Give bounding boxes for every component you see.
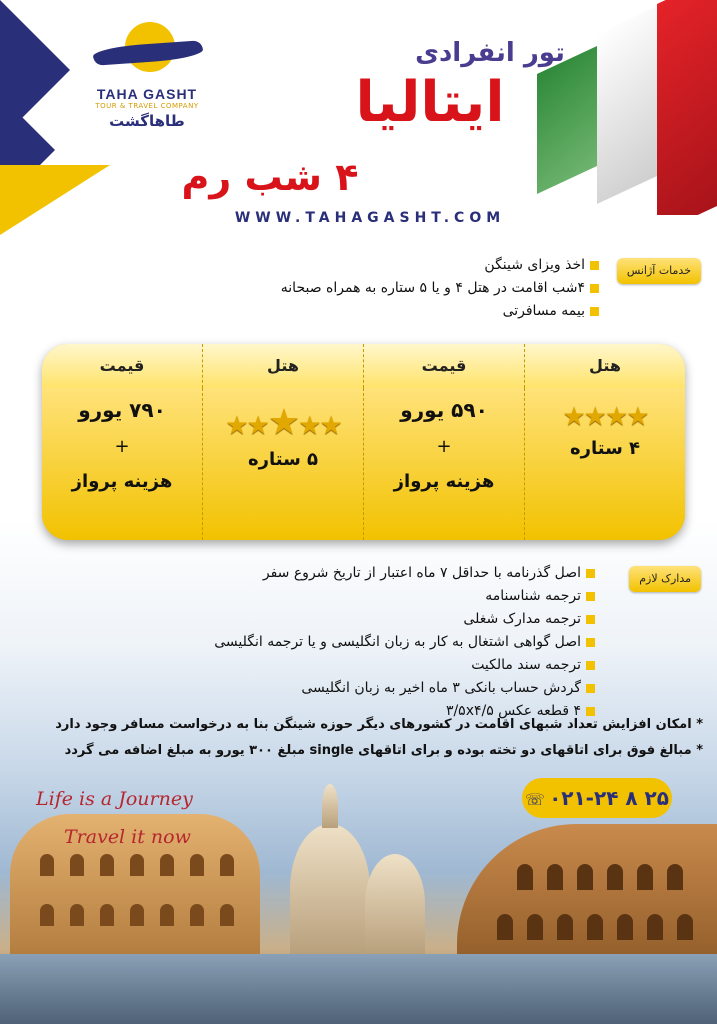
country-title: ایتالیا: [355, 70, 505, 135]
star-rating-icon: ★★★★★: [225, 402, 341, 443]
star-label: ۴ ستاره: [569, 438, 641, 459]
header-price: قیمت: [99, 356, 145, 375]
list-item: بیمه مسافرتی: [281, 300, 599, 323]
solo-tour-title: تور انفرادی: [415, 38, 565, 68]
plus-sign: +: [114, 436, 130, 457]
list-item: ترجمه مدارک شغلی: [214, 608, 595, 631]
star-rating-icon: ★★★★: [562, 402, 648, 432]
services-list: [281, 254, 599, 323]
documents-list: [214, 562, 595, 723]
bullet-icon: [586, 615, 595, 624]
plane-logo-icon: [87, 22, 207, 82]
nights-title: ۴ شب رم: [181, 155, 359, 199]
price-table-body: [42, 388, 685, 540]
phone-icon: ☏: [525, 790, 546, 809]
bullet-icon: [590, 261, 599, 270]
price-value: ۵۹۰ یورو: [400, 398, 488, 422]
documents-tag: مدارک لازم: [629, 566, 701, 592]
logo-name-fa: طاهاگشت: [109, 112, 185, 130]
slogan: [36, 780, 193, 856]
price-table: [42, 344, 685, 540]
bullet-icon: [586, 638, 595, 647]
notes: [55, 712, 703, 764]
services-tag: خدمات آژانس: [617, 258, 701, 284]
bullet-icon: [586, 661, 595, 670]
italy-flag: [537, 0, 717, 215]
canal-water-image: [0, 954, 717, 1024]
airfare-label: هزینه پرواز: [71, 471, 173, 492]
logo-name: TAHA GASHT: [96, 86, 198, 102]
list-item: ترجمه سند مالکیت: [214, 654, 595, 677]
logo-subtitle: TOUR & TRAVEL COMPANY: [95, 102, 199, 110]
airfare-label: هزینه پرواز: [393, 471, 495, 492]
yellow-triangle-decor: [0, 165, 110, 235]
star-label: ۵ ستاره: [247, 449, 319, 470]
bullet-icon: [586, 569, 595, 578]
price-4-star-cell: [363, 388, 524, 540]
list-item: اصل گذرنامه با حداقل ۷ ماه اعتبار از تاریخ شروع سفر: [214, 562, 595, 585]
list-item: ترجمه شناسنامه: [214, 585, 595, 608]
list-item: گردش حساب بانکی ۳ ماه اخیر به زبان انگلیسی: [214, 677, 595, 700]
bullet-icon: [590, 284, 599, 293]
note-line: * امکان افزایش تعداد شبهای اقامت در کشورهای دیگر حوزه شینگن بنا به درخواست مسافر وجود دارد: [55, 717, 703, 732]
bullet-icon: [586, 592, 595, 601]
list-item: ۴شب اقامت در هتل ۴ و یا ۵ ستاره به همراه صبحانه: [281, 277, 599, 300]
list-item: اخذ ویزای شینگن: [281, 254, 599, 277]
price-value: ۷۹۰ یورو: [78, 398, 166, 422]
price-5-star-cell: [42, 388, 202, 540]
hotel-4-star-cell: [524, 388, 685, 540]
slogan-line-2: Travel it now: [64, 826, 191, 848]
phone-number-button[interactable]: [522, 778, 672, 818]
price-table-header: [42, 344, 685, 388]
header-hotel: هتل: [202, 344, 363, 388]
flag-red-stripe: [657, 0, 717, 215]
list-item: ۴ قطعه عکس ۳/۵x۴/۵: [214, 700, 595, 723]
header-price: قیمت: [363, 344, 524, 388]
list-item: اصل گواهی اشتغال به کار به زبان انگلیسی و یا ترجمه انگلیسی: [214, 631, 595, 654]
hotel-5-star-cell: [202, 388, 363, 540]
note-line: * مبالغ فوق برای اتاقهای دو تخته بوده و برای اتاقهای single مبلغ ۳۰۰ یورو به مبلغ اضافه می گردد: [64, 743, 703, 758]
bullet-icon: [586, 684, 595, 693]
flag-white-stripe: [597, 6, 657, 204]
website-link[interactable]: WWW.TAHAGASHT.COM: [234, 210, 506, 226]
company-logo[interactable]: [82, 22, 212, 130]
bullet-icon: [590, 307, 599, 316]
phone-number: ۰۲۱-۲۴ ۸ ۲۵: [549, 786, 669, 810]
plus-sign: +: [436, 436, 452, 457]
header-hotel: هتل: [524, 344, 685, 388]
venice-domes-image: [260, 784, 440, 954]
slogan-line-1: Life is a Journey: [36, 788, 193, 810]
